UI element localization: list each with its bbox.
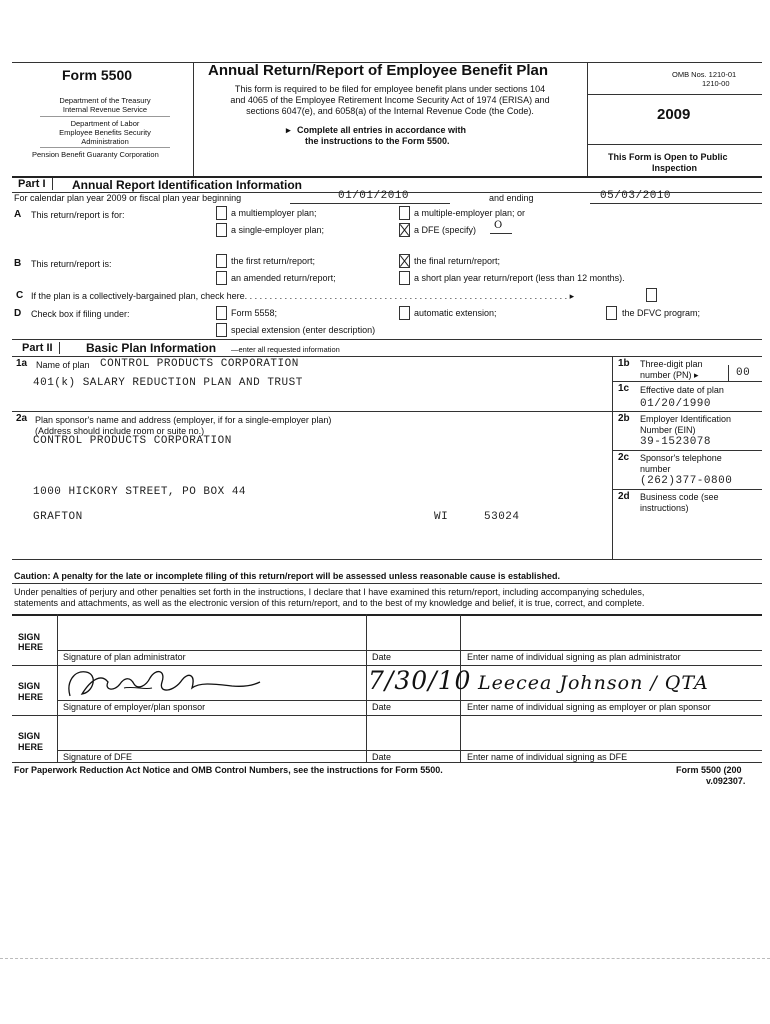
here-label-2: HERE (18, 692, 44, 702)
employer-signer-name-value[interactable]: Leecea Johnson / QTA (478, 672, 709, 694)
dfe-label: a DFE (specify) (414, 225, 477, 235)
dept-treasury: Department of the Treasury (59, 96, 151, 105)
automatic-extension-checkbox[interactable] (399, 306, 410, 320)
multiple-employer-checkbox[interactable] (399, 206, 410, 220)
sponsor-name-value[interactable]: CONTROL PRODUCTS CORPORATION (33, 435, 232, 447)
sign-label-2: SIGN (18, 681, 41, 691)
employer-signature-scribble[interactable] (64, 664, 264, 702)
ebsa-line1: Employee Benefits Security (59, 128, 151, 137)
employer-signature-label: Signature of employer/plan sponsor (63, 702, 206, 712)
desc-line2: and 4065 of the Employee Retirement Income Security Act of 1974 (ERISA) and (230, 95, 550, 105)
form-5558-label: Form 5558; (231, 308, 278, 318)
line-b-letter: B (14, 258, 22, 269)
special-extension-label: special extension (enter description) (231, 325, 376, 335)
line-2a-text2: (Address should include room or suite no.) (35, 426, 205, 436)
line-c-text: If the plan is a collectively-bargained plan, check here. . . . . . . . . . . . . . . . . . . . . . . . . . . . . . . . . . . . . . . . . . . . . . . . . . . . . . . . . . . . . . . . . ▸ (31, 291, 575, 301)
part2-title-note: —enter all requested information (231, 345, 340, 354)
final-return-checkbox[interactable] (399, 254, 410, 268)
dfvc-program-checkbox[interactable] (606, 306, 617, 320)
calendar-year-label: For calendar plan year 2009 or fiscal plan year beginning (14, 193, 242, 203)
line-b-text: This return/report is: (31, 259, 112, 269)
multiemployer-label: a multiemployer plan; (231, 208, 317, 218)
line-2c-text1: Sponsor's telephone (640, 453, 722, 463)
ebsa-line2: Administration (81, 137, 129, 146)
special-extension-checkbox[interactable] (216, 323, 227, 337)
amended-return-label: an amended return/report; (231, 273, 336, 283)
effective-date-value[interactable]: 01/20/1990 (640, 398, 712, 410)
line-d-letter: D (14, 308, 22, 319)
line-2c-text2: number (640, 464, 671, 474)
part2-label: Part II (22, 342, 60, 354)
line-2d-number: 2d (618, 491, 630, 502)
and-ending-label: and ending (489, 193, 534, 203)
line-1a-number: 1a (16, 358, 28, 369)
sponsor-zip-value[interactable]: 53024 (484, 511, 520, 523)
caution-title: Caution: A penalty for the late or incomplete filing of this return/report will be assessed unless reasonable cause is established. (14, 571, 560, 581)
line-1c-text: Effective date of plan (640, 385, 724, 395)
sponsor-state-value[interactable]: WI (434, 511, 449, 523)
paperwork-notice: For Paperwork Reduction Act Notice and OMB Control Numbers, see the instructions for Form 5500. (14, 765, 443, 775)
collectively-bargained-checkbox[interactable] (646, 288, 657, 302)
here-label-3: HERE (18, 742, 44, 752)
line-2a-text1: Plan sponsor's name and address (employer, if for a single-employer plan) (35, 415, 332, 425)
line-2d-text1: Business code (see (640, 492, 719, 502)
part2-title: Basic Plan Information (86, 341, 217, 355)
pbgc: Pension Benefit Guaranty Corporation (32, 150, 159, 159)
public-line2: Inspection (652, 163, 698, 173)
plan-admin-date-label: Date (372, 652, 392, 662)
caution-text2: statements and attachments, as well as the electronic version of this return/report, and to the best of my knowledge and belief, it is true, correct, and complete. (14, 598, 645, 608)
multiple-employer-label: a multiple-employer plan; or (414, 208, 526, 218)
here-label-1: HERE (18, 642, 44, 652)
employer-date-label: Date (372, 702, 392, 712)
single-employer-checkbox[interactable] (216, 223, 227, 237)
complete-line2: the instructions to the Form 5500. (305, 136, 450, 146)
phone-value[interactable]: (262)377-0800 (640, 475, 733, 487)
dfe-name-label: Enter name of individual signing as DFE (467, 752, 628, 762)
line-c-letter: C (16, 290, 24, 301)
plan-admin-name-label: Enter name of individual signing as plan administrator (467, 652, 681, 662)
employer-signature-date-value[interactable]: 7/30/10 (368, 666, 472, 695)
dfe-signature-label: Signature of DFE (63, 752, 133, 762)
ein-value[interactable]: 39-1523078 (640, 436, 712, 448)
part1-label: Part I (18, 178, 53, 190)
line-a-text: This return/report is for: (31, 210, 125, 220)
complete-line1: Complete all entries in accordance with (297, 125, 467, 135)
form-title: Annual Return/Report of Employee Benefit Plan (208, 62, 549, 79)
form-5558-checkbox[interactable] (216, 306, 227, 320)
line-2a-number: 2a (16, 413, 28, 424)
dfe-date-label: Date (372, 752, 392, 762)
form-year: 2009 (657, 106, 691, 123)
line-2b-text2: Number (EIN) (640, 425, 696, 435)
sponsor-street-value[interactable]: 1000 HICKORY STREET, PO BOX 44 (33, 486, 247, 498)
desc-line3: sections 6047(e), and 6058(a) of the Internal Revenue Code (the Code). (246, 106, 534, 116)
plan-year-end[interactable]: 05/03/2010 (600, 190, 672, 202)
amended-return-checkbox[interactable] (216, 271, 227, 285)
line-1b-number: 1b (618, 358, 630, 369)
multiemployer-checkbox[interactable] (216, 206, 227, 220)
plan-name-line1[interactable]: CONTROL PRODUCTS CORPORATION (100, 358, 299, 370)
line-2b-number: 2b (618, 413, 630, 424)
line-2c-number: 2c (618, 452, 630, 463)
line-d-text: Check box if filing under: (31, 309, 130, 319)
line-2d-text2: instructions) (640, 503, 689, 513)
sponsor-city-value[interactable]: GRAFTON (33, 511, 83, 523)
line-1c-number: 1c (618, 383, 630, 394)
plan-name-line2[interactable]: 401(k) SALARY REDUCTION PLAN AND TRUST (33, 377, 303, 389)
line-1b-text1: Three-digit plan (640, 359, 703, 369)
line-1b-text2: number (PN) ▸ (640, 370, 699, 380)
caution-text1: Under penalties of perjury and other penalties set forth in the instructions, I declare that I have examined this return/report, including accompanying schedules, (14, 587, 645, 597)
single-employer-label: a single-employer plan; (231, 225, 325, 235)
short-plan-year-checkbox[interactable] (399, 271, 410, 285)
first-return-label: the first return/report; (231, 256, 316, 266)
line-a-letter: A (14, 209, 22, 220)
desc-line1: This form is required to be filed for employee benefit plans under sections 104 (234, 84, 546, 94)
plan-admin-signature-label: Signature of plan administrator (63, 652, 186, 662)
part1-title: Annual Report Identification Information (72, 178, 302, 192)
irs: Internal Revenue Service (62, 105, 148, 114)
sign-label-1: SIGN (18, 632, 41, 642)
employer-name-label: Enter name of individual signing as employer or plan sponsor (467, 702, 711, 712)
dept-labor: Department of Labor (70, 119, 140, 128)
form-id-footer: Form 5500 (200 (676, 765, 742, 775)
version-footer: v.092307. (706, 776, 746, 786)
public-line1: This Form is Open to Public (608, 152, 728, 162)
arrow-right-icon: ▸ (286, 125, 291, 135)
form-label: Form 5500 (62, 67, 133, 83)
omb-number1: OMB Nos. 1210-01 (672, 70, 737, 79)
dfe-specify-value[interactable]: O (494, 220, 503, 231)
final-return-label: the final return/report; (414, 256, 501, 266)
dfvc-program-label: the DFVC program; (622, 308, 701, 318)
short-plan-year-label: a short plan year return/report (less than 12 months). (414, 273, 625, 283)
line-2b-text1: Employer Identification (640, 414, 732, 424)
line-1a-label: Name of plan (36, 360, 90, 370)
first-return-checkbox[interactable] (216, 254, 227, 268)
dfe-checkbox[interactable] (399, 223, 410, 237)
sign-label-3: SIGN (18, 731, 41, 741)
automatic-extension-label: automatic extension; (414, 308, 497, 318)
plan-year-begin[interactable]: 01/01/2010 (338, 190, 410, 202)
omb-number2: 1210-00 (702, 79, 730, 88)
plan-number-value[interactable]: 00 (736, 367, 751, 379)
